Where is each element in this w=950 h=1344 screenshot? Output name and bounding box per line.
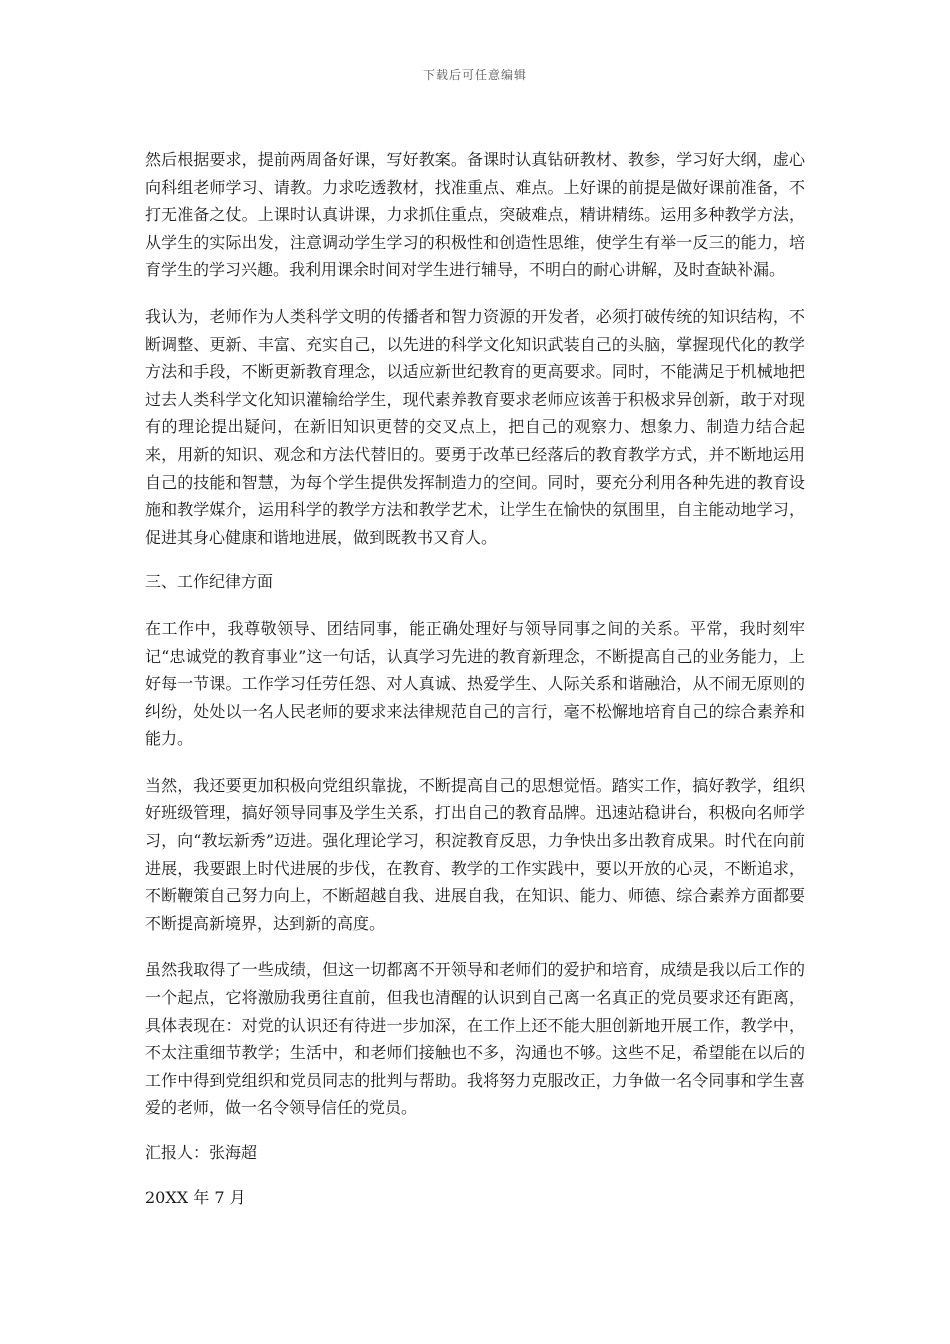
- signature-date: 20XX 年 7 月: [145, 1187, 246, 1207]
- paragraph-work-relations: 在工作中，我尊敬领导、团结同事，能正确处理好与领导同事之间的关系。平常，我时刻牢记“忠诚党的教育事业”这一句话，认真学习先进的教育新理念，不断提高自己的业务能力，上好每一节课。工作学习任劳任怨、对人真诚、热爱学生、人际关系和谐融洽，从不闹无原则的纠纷，处处以一名人民老师的要求来法律规范自己的言行，毫不松懈地培育自己的综合素养和能力。: [145, 618, 805, 749]
- document-body: [145, 146, 805, 1211]
- signature-reporter: 汇报人：张海超: [145, 1143, 258, 1162]
- paragraph-lesson-preparation: 然后根据要求，提前两周备好课，写好教案。备课时认真钻研教材、教参，学习好大纲，虚心向科组老师学习、请教。力求吃透教材，找准重点、难点。上好课的前提是做好课前准备，不打无准备之仗。上课时认真讲课，力求抓住重点，突破难点，精讲精练。运用多种教学方法，从学生的实际出发，注意调动学生学习的积极性和创造性思维，使学生有举一反三的能力，培育学生的学习兴趣。我利用课余时间对学生进行辅导，不明白的耐心讲解，及时查缺补漏。: [145, 150, 805, 280]
- section-heading-work-discipline: 三、工作纪律方面: [145, 572, 274, 592]
- paragraph-party-commitment: 当然，我还要更加积极向党组织靠拢，不断提高自己的思想觉悟。踏实工作，搞好教学，组织好班级管理，搞好领导同事及学生关系，打出自己的教育品牌。迅速站稳讲台，积极向名师学习，向“教坛新秀”迈进。强化理论学习，积淀教育反思，力争快出多出教育成果。时代在向前进展，我要跟上时代进展的步伐，在教育、教学的工作实践中，要以开放的心灵，不断追求，不断鞭策自己努力向上，不断超越自我、进展自我，在知识、能力、师德、综合素养方面都要不断提高新境界，达到新的高度。: [145, 775, 805, 933]
- page-header-note: 下载后可任意编辑: [422, 68, 527, 82]
- paragraph-shortcomings: 虽然我取得了一些成绩，但这一切都离不开领导和老师们的爱护和培育，成绩是我以后工作的一个起点，它将激励我勇往直前，但我也清醒的认识到自己离一名真正的党员要求还有距离，具体表现在：对党的认识还有待进一步加深，在工作上还不能大胆创新地开展工作，教学中，不太注重细节教学；生活中，和老师们接触也不多，沟通也不够。这些不足，希望能在以后的工作中得到党组织和党员同志的批判与帮助。我将努力克服改正，力争做一名令同事和学生喜爱的老师，做一名令领导信任的党员。: [145, 960, 805, 1118]
- paragraph-teacher-role: 我认为，老师作为人类科学文明的传播者和智力资源的开发者，必须打破传统的知识结构，不断调整、更新、丰富、充实自己，以先进的科学文化知识武装自己的头脑，掌握现代化的教学方法和手段，不断更新教育理念，以适应新世纪教育的更高要求。同时，不能满足于机械地把过去人类科学文化知识灌输给学生，现代素养教育要求老师应该善于积极求异创新，敢于对现有的理论提出疑问，在新旧知识更替的交叉点上，把自己的观察力、想象力、制造力结合起来，用新的知识、观念和方法代替旧的。要勇于改革已经落后的教育教学方式，并不断地运用自己的技能和智慧，为每个学生提供发挥制造力的空间。同时，要充分利用各种先进的教育设施和教学媒介，运用科学的教学方法和教学艺术，让学生在愉快的氛围里，自主能动地学习，促进其身心健康和谐地进展，做到既教书又育人。: [145, 306, 805, 547]
